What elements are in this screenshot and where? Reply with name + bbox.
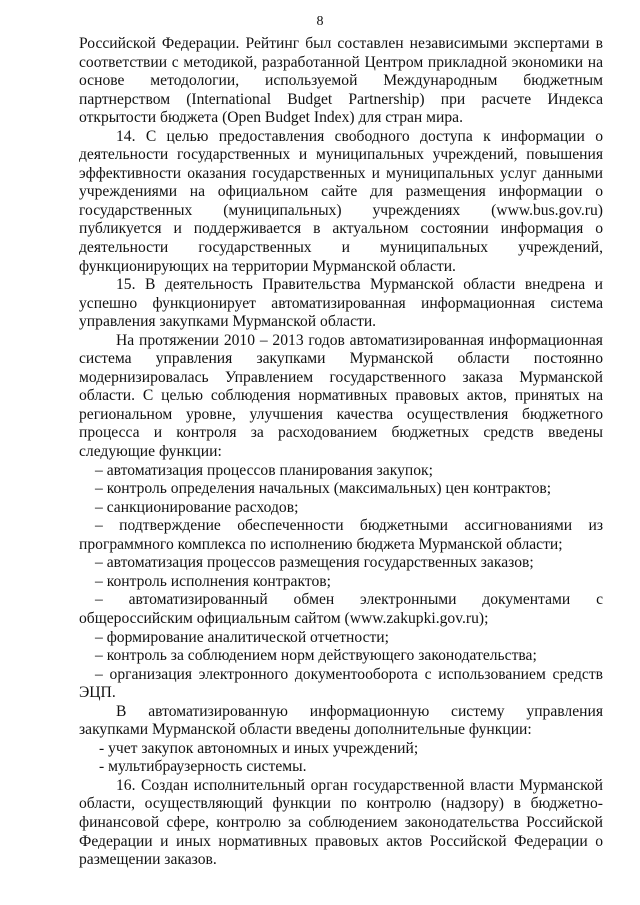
list-item: – контроль определения начальных (максимальных) цен контрактов;	[95, 480, 552, 498]
list-item: – контроль исполнения контрактов;	[95, 572, 331, 590]
paragraph-16: 16. Создан исполнительный орган государственной власти Мурманской области, осуществляющий функции по контролю (надзору) в бюджетно-финансовой сфере, контролю за соблюдением законодательства Российской Федерации и иных нормативных правовых актов Российской Федерации о размещении заказов.	[79, 776, 603, 869]
list-item: – формирование аналитической отчетности;	[95, 628, 389, 646]
document-body	[79, 35, 603, 870]
paragraph-rating-continuation: Российской Федерации. Рейтинг был составлен независимыми экспертами в соответствии с методикой, разработанной Центром прикладной экономики на основе методологии, используемой Международным бюджетным партнерством (International Budget Partnership) при расчете Индекса открытости бюджета (Open Budget Index) для стран мира.	[79, 35, 603, 127]
page-number: 8	[316, 14, 324, 29]
list-item: – контроль за соблюдением норм действующего законодательства;	[95, 647, 537, 665]
list-item: - учет закупок автономных и иных учреждений;	[99, 739, 419, 757]
functions-list	[79, 462, 603, 703]
list-item: – санкционирование расходов;	[95, 498, 299, 516]
list-item: – автоматизированный обмен электронными документами с общероссийским официальным сайтом (www.zakupki.gov.ru);	[79, 591, 603, 627]
paragraph-15: 15. В деятельность Правительства Мурманской области внедрена и успешно функционирует автоматизированная информационная система управления закупками Мурманской области.	[79, 276, 603, 331]
list-item: – автоматизация процессов размещения государственных заказов;	[95, 554, 534, 572]
additional-functions-list	[79, 740, 603, 777]
list-item: – автоматизация процессов планирования закупок;	[95, 461, 433, 479]
paragraph-additional-intro: В автоматизированную информационную систему управления закупками Мурманской области введены дополнительные функции:	[79, 702, 603, 739]
list-item: - мультибраузерность системы.	[99, 758, 307, 776]
paragraph-14: 14. С целью предоставления свободного доступа к информации о деятельности государственных и муниципальных учреждений, повышения эффективности оказания государственных и муниципальных услуг данными учреждениями на официальном сайте для размещения информации о государственных (муниципальных) учреждениях (www.bus.gov.ru) публикуется и поддерживается в актуальном состоянии информация о деятельности государственных и муниципальных учреждений, функционирующих на территории Мурманской области.	[79, 127, 603, 275]
list-item: – подтверждение обеспеченности бюджетными ассигнованиями из программного комплекса по исполнению бюджета Мурманской области;	[79, 517, 603, 553]
list-item: – организация электронного документооборота с использованием средств ЭЦП.	[79, 665, 603, 702]
paragraph-2010-2013: На протяжении 2010 – 2013 годов автоматизированная информационная система управления закупками Мурманской области постоянно модернизировалась Управлением государственного заказа Мурманской области. С целью соблюдения нормативных правовых актов, принятых на региональном уровне, улучшения качества осуществления бюджетного процесса и контроля за расходованием бюджетных средств введены следующие функции:	[79, 331, 603, 461]
